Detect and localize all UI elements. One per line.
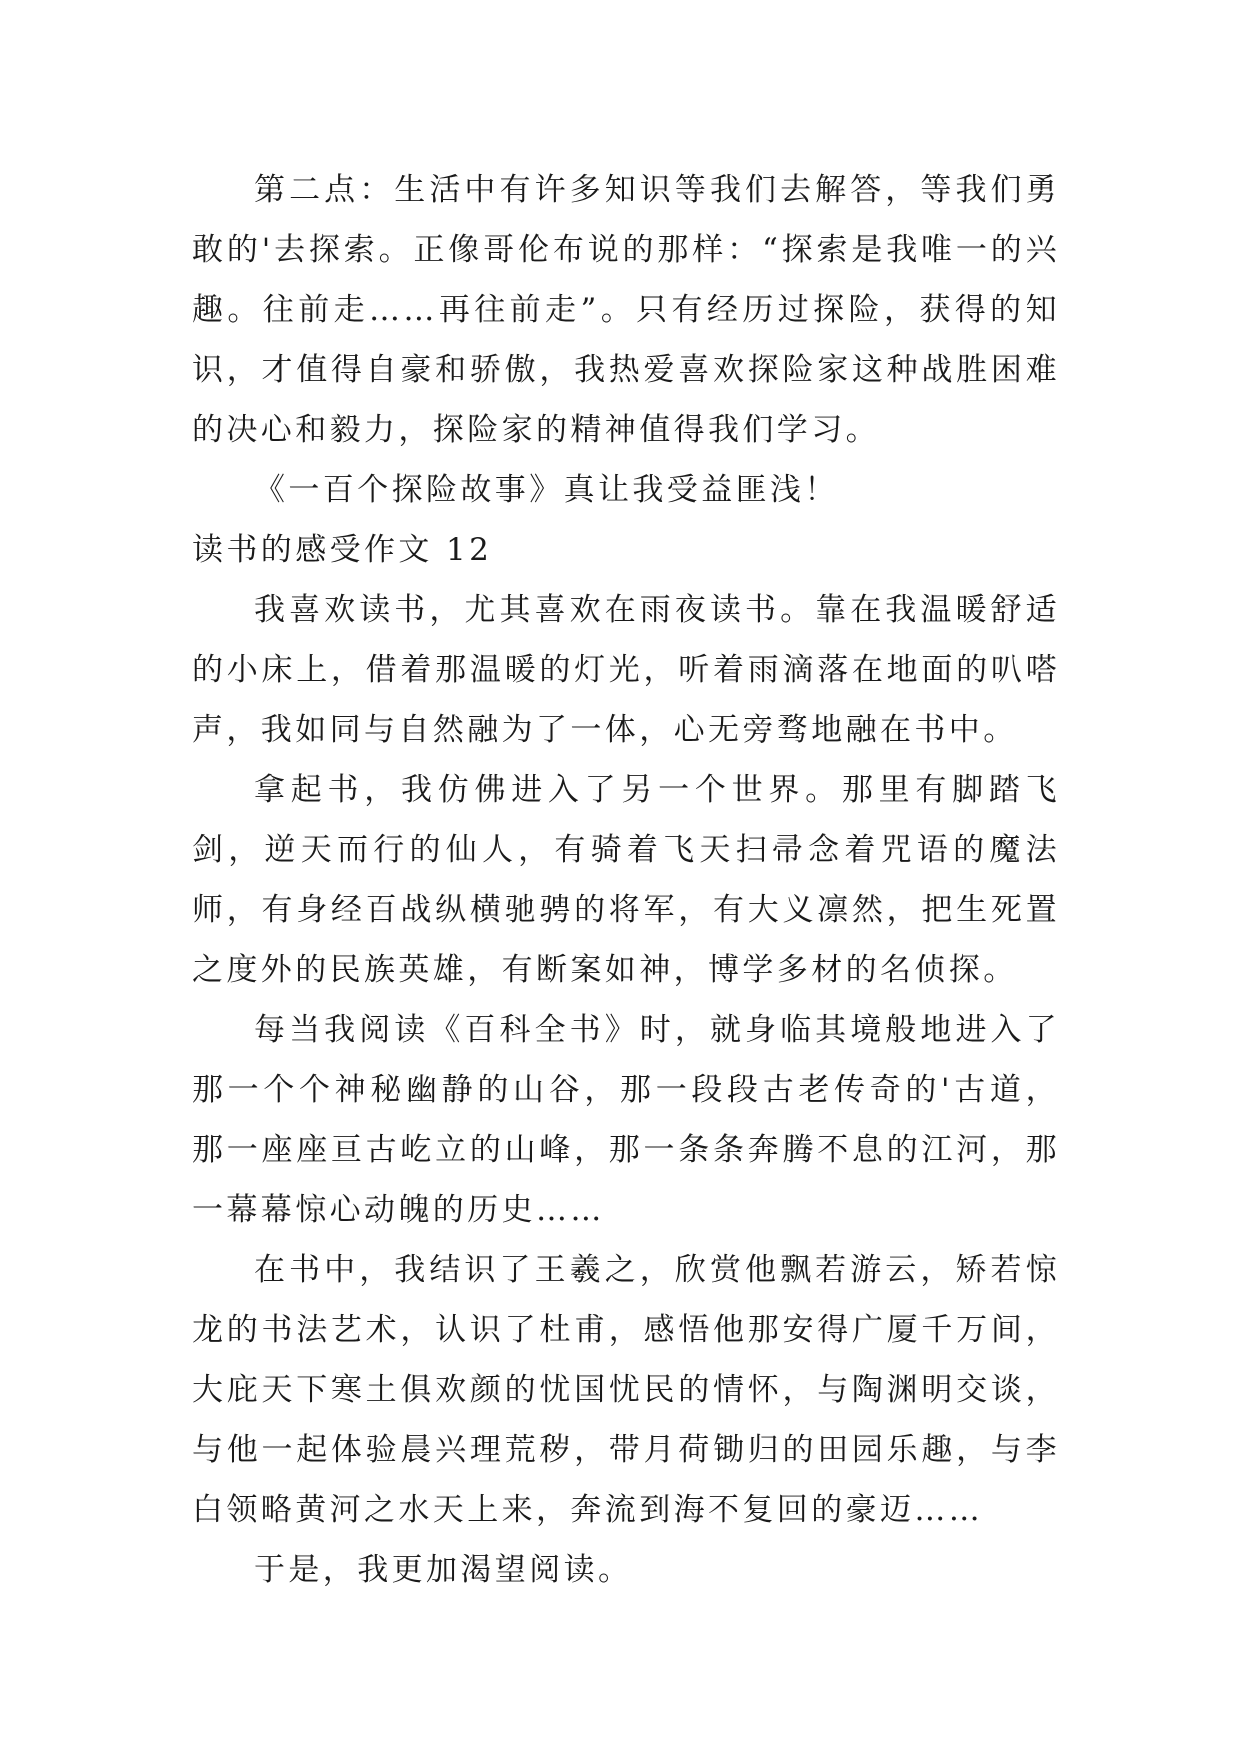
paragraph-encyclopedia: 每当我阅读《百科全书》时，就身临其境般地进入了那一个个神秘幽静的山谷，那一段段古老传奇的'古道，那一座座亘古屹立的山峰，那一条条奔腾不息的江河，那一幕幕惊心动魄的历史……: [192, 1012, 1060, 1228]
document-body: [192, 160, 1060, 1600]
paragraph-conclusion: 于是，我更加渴望阅读。: [254, 1552, 633, 1588]
paragraph-second-point: 第二点：生活中有许多知识等我们去解答，等我们勇敢的'去探索。正像哥伦布说的那样：“探索是我唯一的兴趣。往前走……再往前走”。只有经历过探险，获得的知识，才值得自豪和骄傲，我热爱喜欢探险家这种战胜困难的决心和毅力，探险家的精神值得我们学习。: [192, 172, 1060, 448]
paragraph-another-world: 拿起书，我仿佛进入了另一个世界。那里有脚踏飞剑，逆天而行的仙人，有骑着飞天扫帚念着咒语的魔法师，有身经百战纵横驰骋的将军，有大义凛然，把生死置之度外的民族英雄，有断案如神，博学多材的名侦探。: [192, 772, 1060, 988]
section-title: 读书的感受作文 12: [192, 532, 493, 568]
paragraph-book-benefit: 《一百个探险故事》真让我受益匪浅！: [254, 472, 839, 508]
paragraph-rainy-night: 我喜欢读书，尤其喜欢在雨夜读书。靠在我温暖舒适的小床上，借着那温暖的灯光，听着雨滴落在地面的叭嗒声，我如同与自然融为了一体，心无旁骛地融在书中。: [192, 592, 1060, 748]
paragraph-historical-figures: 在书中，我结识了王羲之，欣赏他飘若游云，矫若惊龙的书法艺术，认识了杜甫，感悟他那安得广厦千万间，大庇天下寒土俱欢颜的忧国忧民的情怀，与陶渊明交谈，与他一起体验晨兴理荒秽，带月荷锄归的田园乐趣，与李白领略黄河之水天上来，奔流到海不复回的豪迈……: [192, 1252, 1060, 1528]
